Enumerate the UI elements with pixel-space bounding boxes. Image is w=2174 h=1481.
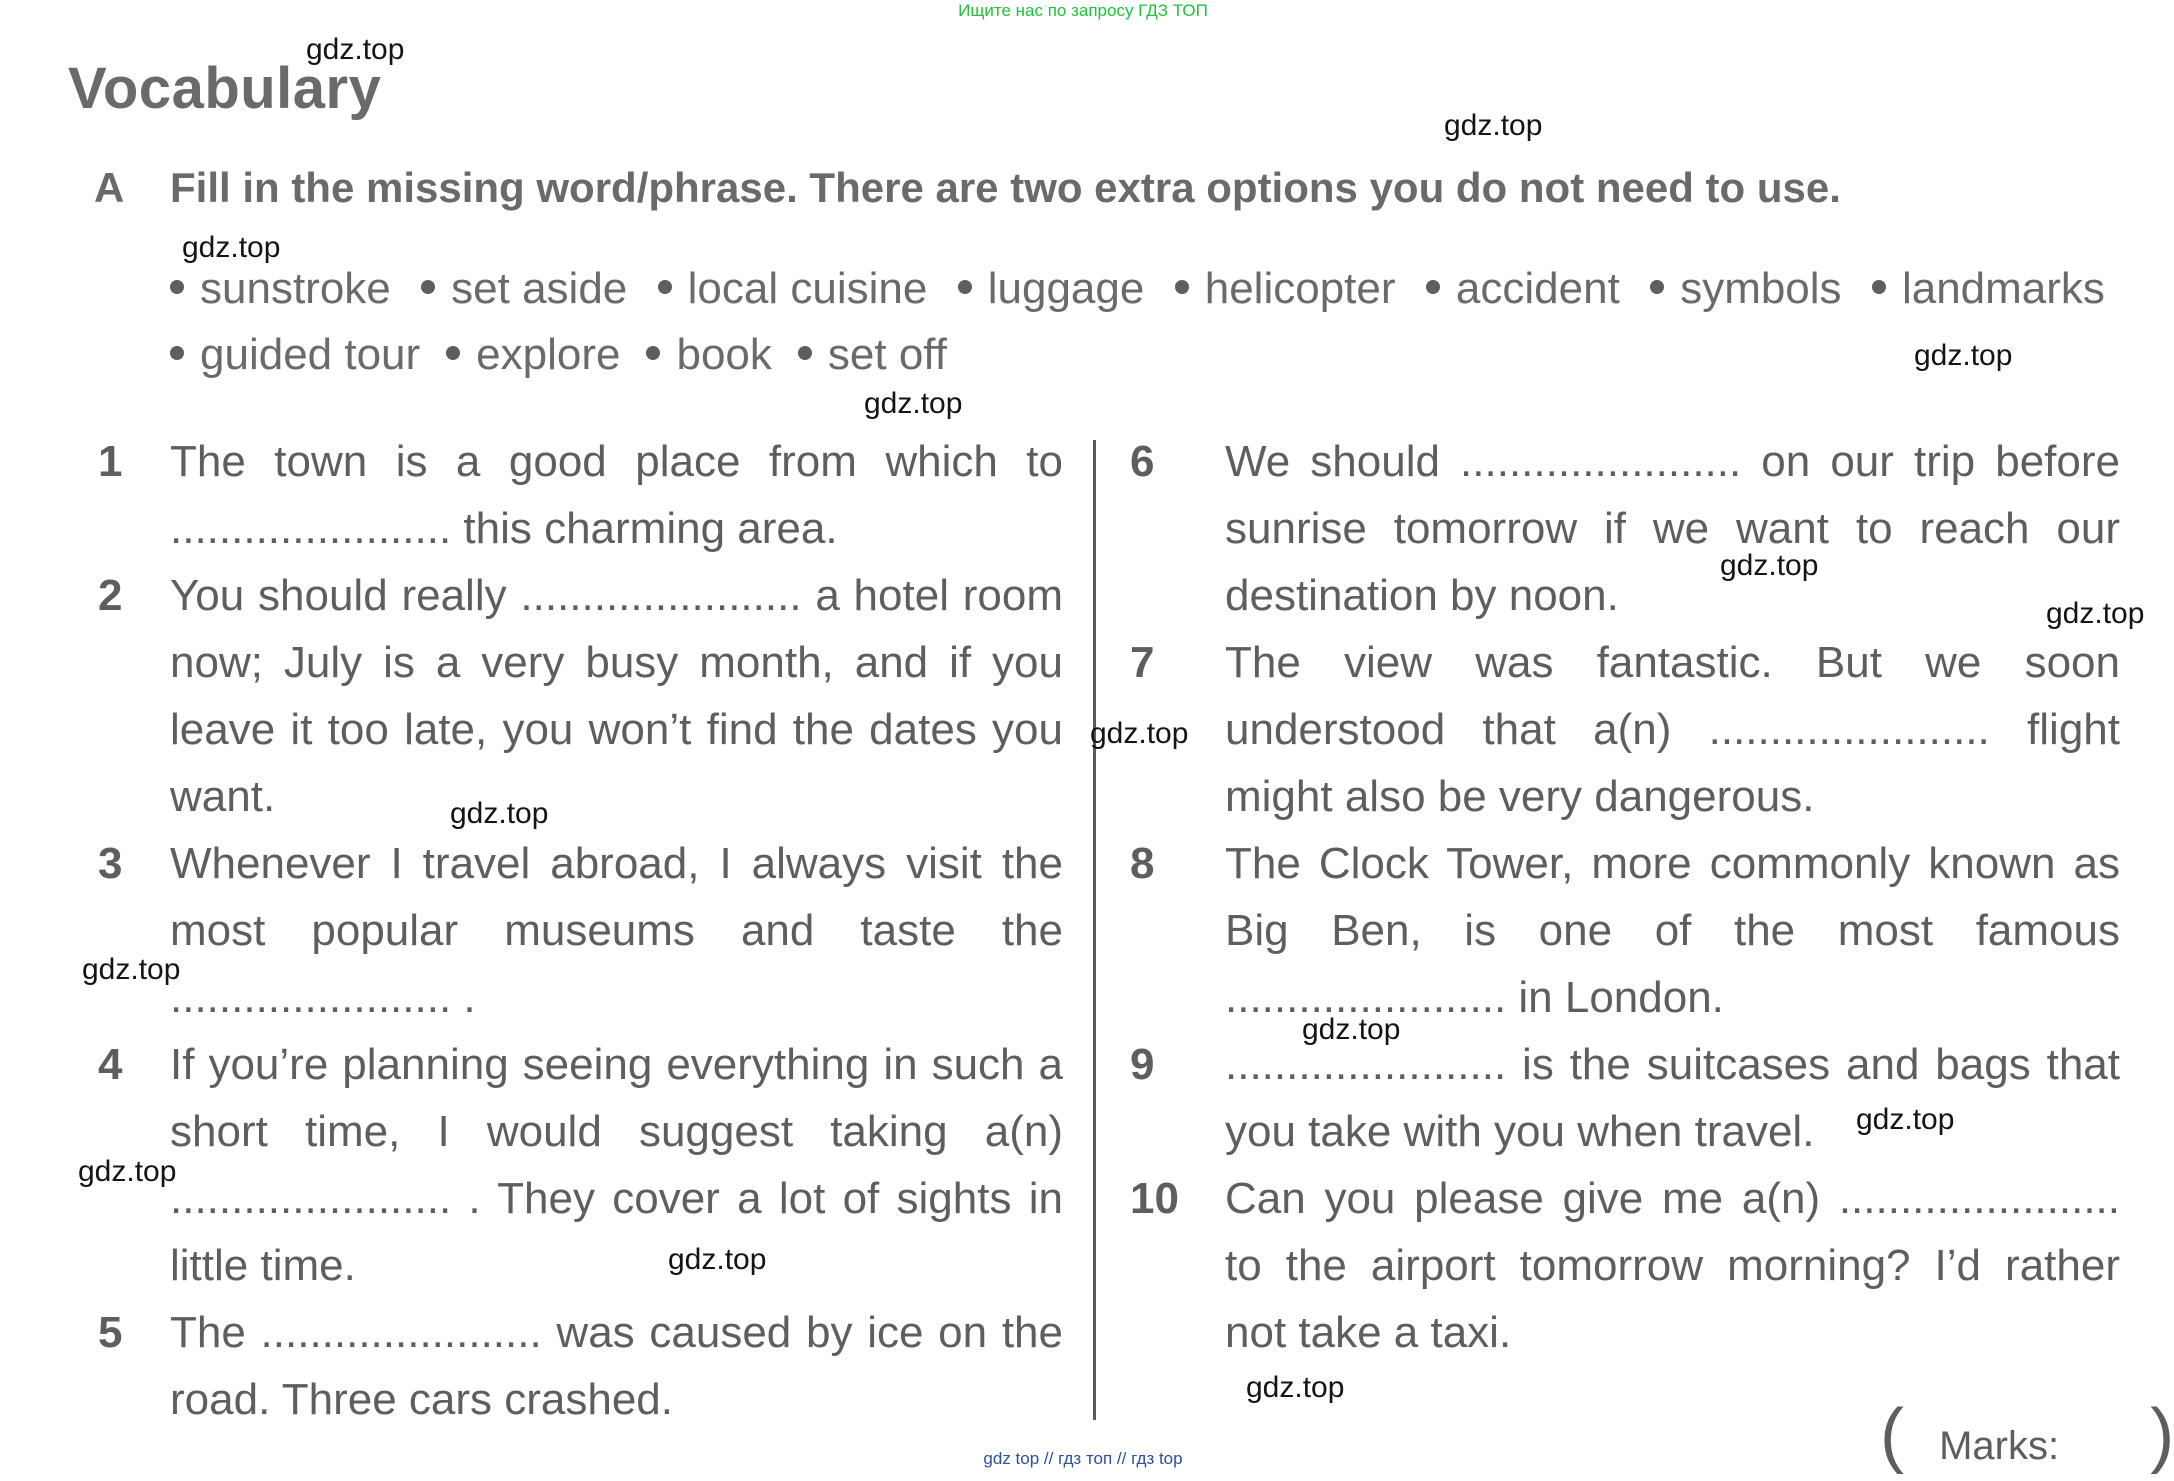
watermark: gdz.top [1914, 339, 2013, 372]
word-option: luggage [958, 256, 1145, 322]
bullet-icon [1426, 280, 1440, 294]
word-option: explore [446, 322, 620, 388]
bullet-icon [170, 280, 184, 294]
word-option: sunstroke [170, 256, 391, 322]
item-text: Can you please give me a(n) ....................... to the airport tomorrow morning? I’d rather not take a taxi. [1225, 1174, 2120, 1357]
watermark: gdz.top [182, 231, 281, 264]
watermark: gdz.top [1444, 109, 1543, 142]
watermark: gdz.top [1090, 717, 1189, 750]
watermark: gdz.top [1246, 1371, 1345, 1404]
word-option: set off [798, 322, 947, 388]
exercise-item [1130, 1165, 2120, 1366]
exercise-item [98, 830, 1063, 1031]
item-number: 4 [98, 1040, 123, 1089]
watermark: gdz.top [78, 1155, 177, 1188]
item-text: We should ....................... on our trip before sunrise tomorrow if we want to reach our destination by noon. [1225, 437, 2120, 620]
bullet-icon [658, 280, 672, 294]
marks-label: Marks: [1939, 1424, 2060, 1468]
item-number: 6 [1130, 437, 1155, 486]
item-text: The Clock Tower, more commonly known as Big Ben, is one of the most famous ....................... in London. [1225, 839, 2120, 1022]
watermark: gdz.top [864, 387, 963, 420]
watermark: gdz.top [1856, 1103, 1955, 1136]
exercise-item [98, 562, 1063, 830]
word-option: book [646, 322, 771, 388]
item-number: 9 [1130, 1040, 1155, 1089]
word-option: symbols [1650, 256, 1841, 322]
watermark: gdz.top [82, 953, 181, 986]
item-text: The town is a good place from which to ....................... this charming area. [170, 437, 1063, 553]
item-number: 8 [1130, 839, 1155, 888]
item-number: 1 [98, 437, 123, 486]
item-number: 3 [98, 839, 123, 888]
bullet-icon [446, 346, 460, 360]
column-divider [1093, 440, 1096, 1420]
task-instruction: Fill in the missing word/phrase. There are two extra options you do not need to use. [170, 164, 1841, 211]
watermark: gdz.top [450, 797, 549, 830]
item-text: You should really ....................... a hotel room now; July is a very busy month, and if you leave it too late, you won’t find the dates you want. [170, 571, 1063, 821]
section-heading: Vocabulary [68, 56, 382, 121]
bottom-watermark-note: gdz top // гдз топ // гдз top [983, 1449, 1183, 1468]
bullet-icon [170, 346, 184, 360]
item-number: 2 [98, 571, 123, 620]
word-option: landmarks [1872, 256, 2105, 322]
marks-open-paren: ( [1880, 1395, 1904, 1475]
item-number: 5 [98, 1308, 123, 1357]
item-number: 10 [1130, 1174, 1179, 1223]
watermark: gdz.top [1302, 1013, 1401, 1046]
exercise-column-right [1130, 428, 2120, 1366]
bullet-icon [646, 346, 660, 360]
item-number: 7 [1130, 638, 1155, 687]
bullet-icon [798, 346, 812, 360]
word-option: set aside [421, 256, 627, 322]
exercise-item [1130, 1031, 2120, 1165]
word-bank-row-1 [170, 256, 2105, 322]
exercise-column-left [98, 428, 1063, 1433]
watermark: gdz.top [2046, 597, 2145, 630]
watermark: gdz.top [668, 1243, 767, 1276]
word-bank-row-2 [170, 322, 2130, 388]
bullet-icon [1650, 280, 1664, 294]
bullet-icon [958, 280, 972, 294]
marks-close-paren: ) [2150, 1395, 2174, 1475]
item-text: The view was fantastic. But we soon understood that a(n) ....................... flight might also be very dangerous. [1225, 638, 2120, 821]
word-option: guided tour [170, 322, 420, 388]
word-option: helicopter [1175, 256, 1396, 322]
item-text: ....................... is the suitcases and bags that you take with you when travel. [1225, 1040, 2120, 1156]
word-option: accident [1426, 256, 1620, 322]
bullet-icon [1175, 280, 1189, 294]
item-text: The ....................... was caused by ice on the road. Three cars crashed. [170, 1308, 1063, 1424]
exercise-item [98, 1031, 1063, 1299]
bullet-icon [1872, 280, 1886, 294]
top-search-note: Ищите нас по запросу ГДЗ ТОП [958, 1, 1208, 20]
watermark: gdz.top [306, 33, 405, 66]
exercise-item [98, 428, 1063, 562]
word-option: local cuisine [658, 256, 928, 322]
exercise-item [1130, 629, 2120, 830]
item-text: Whenever I travel abroad, I always visit the most popular museums and taste the ....................... . [170, 839, 1063, 1022]
watermark: gdz.top [1720, 549, 1819, 582]
exercise-item [1130, 830, 2120, 1031]
task-letter: A [94, 164, 125, 211]
item-text: If you’re planning seeing everything in such a short time, I would suggest taking a(n) ....................... . They cover a lot of sights in little time. [170, 1040, 1063, 1290]
exercise-item [1130, 428, 2120, 629]
bullet-icon [421, 280, 435, 294]
exercise-item [98, 1299, 1063, 1433]
